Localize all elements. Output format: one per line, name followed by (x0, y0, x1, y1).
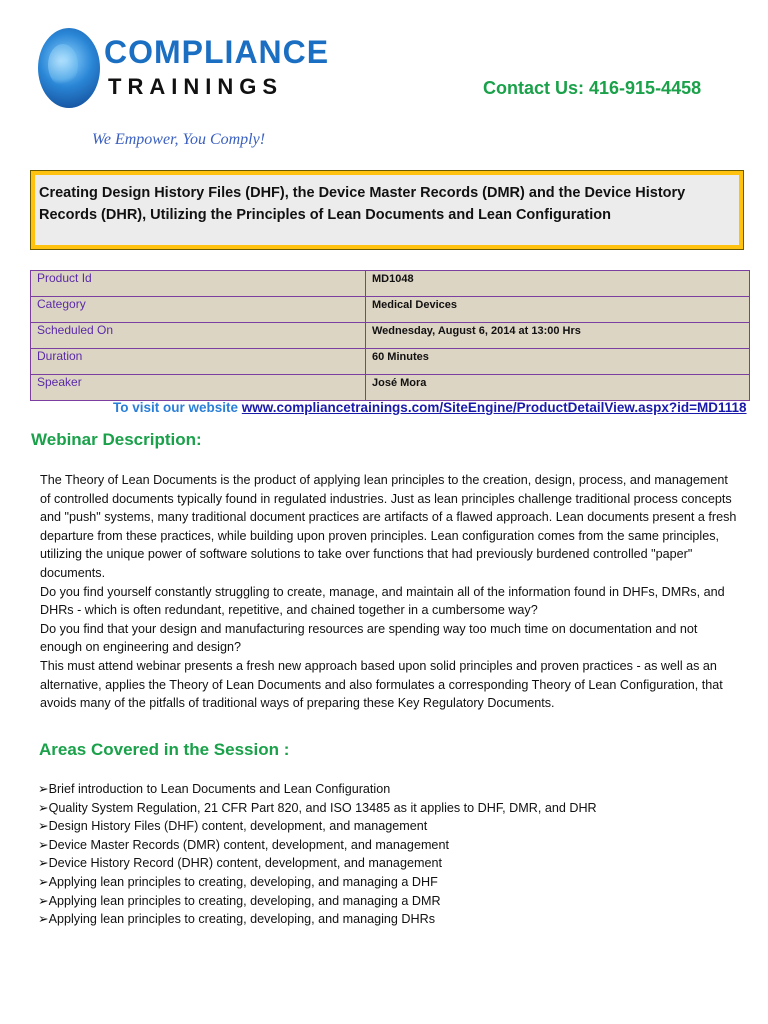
list-item (38, 910, 738, 929)
detail-label: Duration (31, 349, 366, 375)
table-row (31, 323, 750, 349)
detail-value: Medical Devices (366, 297, 750, 323)
logo-wordmark-bottom: TRAININGS (108, 74, 283, 99)
areas-covered-heading: Areas Covered in the Session : (39, 740, 290, 759)
arrow-bullet-icon: ➢ (38, 856, 49, 871)
course-details-table (30, 270, 750, 401)
list-item (38, 817, 738, 836)
list-item (38, 873, 738, 892)
description-paragraph: Do you find yourself constantly struggling to create, manage, and maintain all of the information found in DHFs, DMRs, and DHRs - which is often redundant, repetitive, and chained together in a cumbersome way? (40, 584, 725, 618)
list-item (38, 780, 738, 799)
detail-value: José Mora (366, 375, 750, 401)
list-item-text: Device Master Records (DMR) content, development, and management (48, 837, 449, 852)
list-item (38, 799, 738, 818)
arrow-bullet-icon: ➢ (38, 837, 49, 852)
areas-covered-list (38, 780, 738, 929)
webinar-description-heading: Webinar Description: (31, 430, 202, 449)
globe-icon (38, 28, 100, 108)
detail-value: MD1048 (366, 271, 750, 297)
website-prefix: To visit our website (113, 400, 242, 415)
contact-phone: Contact Us: 416-915-4458 (483, 78, 702, 98)
list-item-text: Applying lean principles to creating, developing, and managing DHRs (48, 912, 436, 927)
table-row (31, 297, 750, 323)
list-item-text: Design History Files (DHF) content, development, and management (48, 819, 428, 834)
detail-value: Wednesday, August 6, 2014 at 13:00 Hrs (366, 323, 750, 349)
list-item-text: Quality System Regulation, 21 CFR Part 820, and ISO 13485 as it applies to DHF, DMR, and DHR (48, 800, 597, 815)
table-row (31, 349, 750, 375)
arrow-bullet-icon: ➢ (38, 782, 49, 796)
list-item-text: Brief introduction to Lean Documents and Lean Configuration (48, 782, 391, 796)
course-title: Creating Design History Files (DHF), the Device Master Records (DMR) and the Device History Records (DHR), Utilizing the Principles of Lean Documents and Lean Configuration (35, 175, 739, 245)
description-paragraph: Do you find that your design and manufacturing resources are spending way too much time on documentation and not enough on engineering and design? (40, 621, 698, 655)
arrow-bullet-icon: ➢ (38, 819, 49, 834)
detail-value: 60 Minutes (366, 349, 750, 375)
list-item (38, 892, 738, 911)
list-item-text: Applying lean principles to creating, developing, and managing a DMR (48, 893, 441, 908)
website-link[interactable]: www.compliancetrainings.com/SiteEngine/ProductDetailView.aspx?id=MD1118 (241, 400, 747, 415)
list-item (38, 854, 738, 873)
detail-label: Scheduled On (31, 323, 366, 349)
table-row (31, 375, 750, 401)
arrow-bullet-icon: ➢ (38, 800, 49, 815)
description-paragraph: This must attend webinar presents a fresh new approach based upon solid principles and proven practices - as well as an alternative, applies the Theory of Lean Documents and also formulates a corresponding Theory of Lean Configuration, that avoids many of the pitfalls of traditional ways of preparing these Key Regulatory Documents. (40, 658, 723, 711)
company-logo (38, 28, 330, 110)
list-item-text: Device History Record (DHR) content, development, and management (48, 856, 442, 871)
arrow-bullet-icon: ➢ (38, 874, 49, 889)
website-line (113, 400, 747, 415)
list-item-text: Applying lean principles to creating, developing, and managing a DHF (48, 874, 438, 889)
tagline: We Empower, You Comply! (92, 131, 266, 148)
arrow-bullet-icon: ➢ (38, 893, 49, 908)
list-item (38, 836, 738, 855)
detail-label: Category (31, 297, 366, 323)
logo-wordmark-top: COMPLIANCE (104, 34, 330, 70)
course-title-box (30, 170, 744, 250)
detail-label: Speaker (31, 375, 366, 401)
webinar-description (40, 471, 740, 713)
arrow-bullet-icon: ➢ (38, 912, 49, 927)
table-row (31, 271, 750, 297)
description-paragraph: The Theory of Lean Documents is the product of applying lean principles to the creation, design, process, and management of controlled documents typically found in regulated industries. Just as lean principles challenge traditional process concepts and "push" systems, many traditional document practices are artifacts of a flawed approach. Lean documents present a fresh departure from these practices, while building upon proven principles. Lean configuration comes from the same principles, utilizing the unique power of software solutions to take over functions that had previously burdened controlled "paper" documents. (40, 473, 737, 580)
detail-label: Product Id (31, 271, 366, 297)
